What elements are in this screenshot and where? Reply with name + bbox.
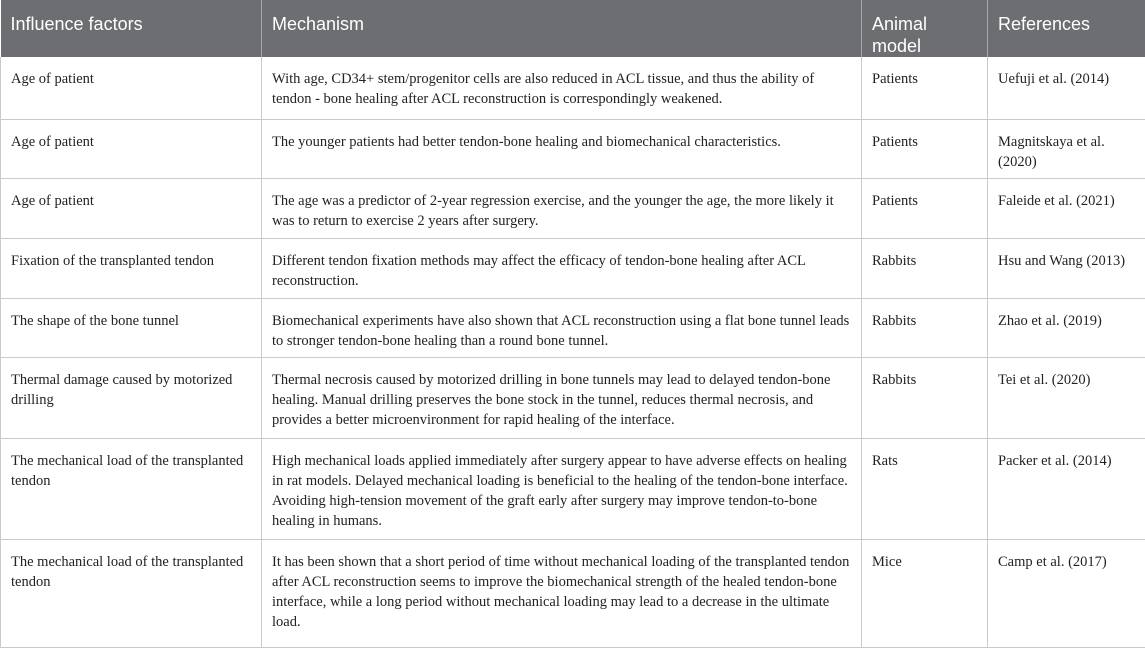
cell-animal-model: Patients	[862, 57, 988, 119]
cell-mechanism: The younger patients had better tendon-bone healing and biomechanical characteristics.	[262, 119, 862, 178]
cell-influence-factor: Age of patient	[1, 119, 262, 178]
cell-reference: Hsu and Wang (2013)	[988, 238, 1145, 298]
cell-reference: Camp et al. (2017)	[988, 539, 1145, 647]
cell-influence-factor: The mechanical load of the transplanted tendon	[1, 539, 262, 647]
header-row	[1, 0, 1145, 57]
cell-reference: Packer et al. (2014)	[988, 438, 1145, 539]
cell-animal-model: Patients	[862, 178, 988, 238]
table-header	[1, 0, 1145, 57]
cell-influence-factor: The shape of the bone tunnel	[1, 298, 262, 357]
cell-animal-model: Rabbits	[862, 298, 988, 357]
table-body	[1, 57, 1145, 647]
cell-influence-factor: Age of patient	[1, 57, 262, 119]
header-influence-factors: Influence factors	[1, 0, 262, 57]
cell-animal-model: Rabbits	[862, 357, 988, 438]
cell-influence-factor: Age of patient	[1, 178, 262, 238]
cell-influence-factor: Fixation of the transplanted tendon	[1, 238, 262, 298]
cell-reference: Faleide et al. (2021)	[988, 178, 1145, 238]
cell-mechanism: Thermal necrosis caused by motorized drilling in bone tunnels may lead to delayed tendon-bone healing. Manual drilling preserves the bone stock in the tunnel, reduces thermal necrosis, and provides a better microenvironment for rapid healing of the interface.	[262, 357, 862, 438]
table-row	[1, 57, 1145, 119]
cell-influence-factor: Thermal damage caused by motorized drilling	[1, 357, 262, 438]
table-row	[1, 357, 1145, 438]
cell-mechanism: The age was a predictor of 2-year regression exercise, and the younger the age, the more likely it was to return to exercise 2 years after surgery.	[262, 178, 862, 238]
table-row	[1, 298, 1145, 357]
table-row	[1, 539, 1145, 647]
cell-mechanism: With age, CD34+ stem/progenitor cells are also reduced in ACL tissue, and thus the ability of tendon - bone healing after ACL reconstruction is correspondingly weakened.	[262, 57, 862, 119]
cell-reference: Magnitskaya et al. (2020)	[988, 119, 1145, 178]
table-row	[1, 438, 1145, 539]
header-references: References	[988, 0, 1145, 57]
table-row	[1, 178, 1145, 238]
cell-animal-model: Rabbits	[862, 238, 988, 298]
header-animal-model: Animal model	[862, 0, 988, 57]
cell-reference: Tei et al. (2020)	[988, 357, 1145, 438]
cell-reference: Uefuji et al. (2014)	[988, 57, 1145, 119]
cell-mechanism: It has been shown that a short period of time without mechanical loading of the transplanted tendon after ACL reconstruction seems to improve the biomechanical strength of the healed tendon-bone interface, while a long period without mechanical loading may lead to a decrease in the ultimate load.	[262, 539, 862, 647]
cell-animal-model: Patients	[862, 119, 988, 178]
cell-animal-model: Rats	[862, 438, 988, 539]
cell-animal-model: Mice	[862, 539, 988, 647]
table-row	[1, 119, 1145, 178]
cell-influence-factor: The mechanical load of the transplanted tendon	[1, 438, 262, 539]
cell-mechanism: Biomechanical experiments have also shown that ACL reconstruction using a flat bone tunnel leads to stronger tendon-bone healing than a round bone tunnel.	[262, 298, 862, 357]
header-mechanism: Mechanism	[262, 0, 862, 57]
cell-reference: Zhao et al. (2019)	[988, 298, 1145, 357]
cell-mechanism: Different tendon fixation methods may affect the efficacy of tendon-bone healing after ACL reconstruction.	[262, 238, 862, 298]
table-row	[1, 238, 1145, 298]
cell-mechanism: High mechanical loads applied immediately after surgery appear to have adverse effects on healing in rat models. Delayed mechanical loading is beneficial to the healing of the tendon-bone interface. Avoiding high-tension movement of the graft early after surgery may improve tendon-to-bone healing in humans.	[262, 438, 862, 539]
